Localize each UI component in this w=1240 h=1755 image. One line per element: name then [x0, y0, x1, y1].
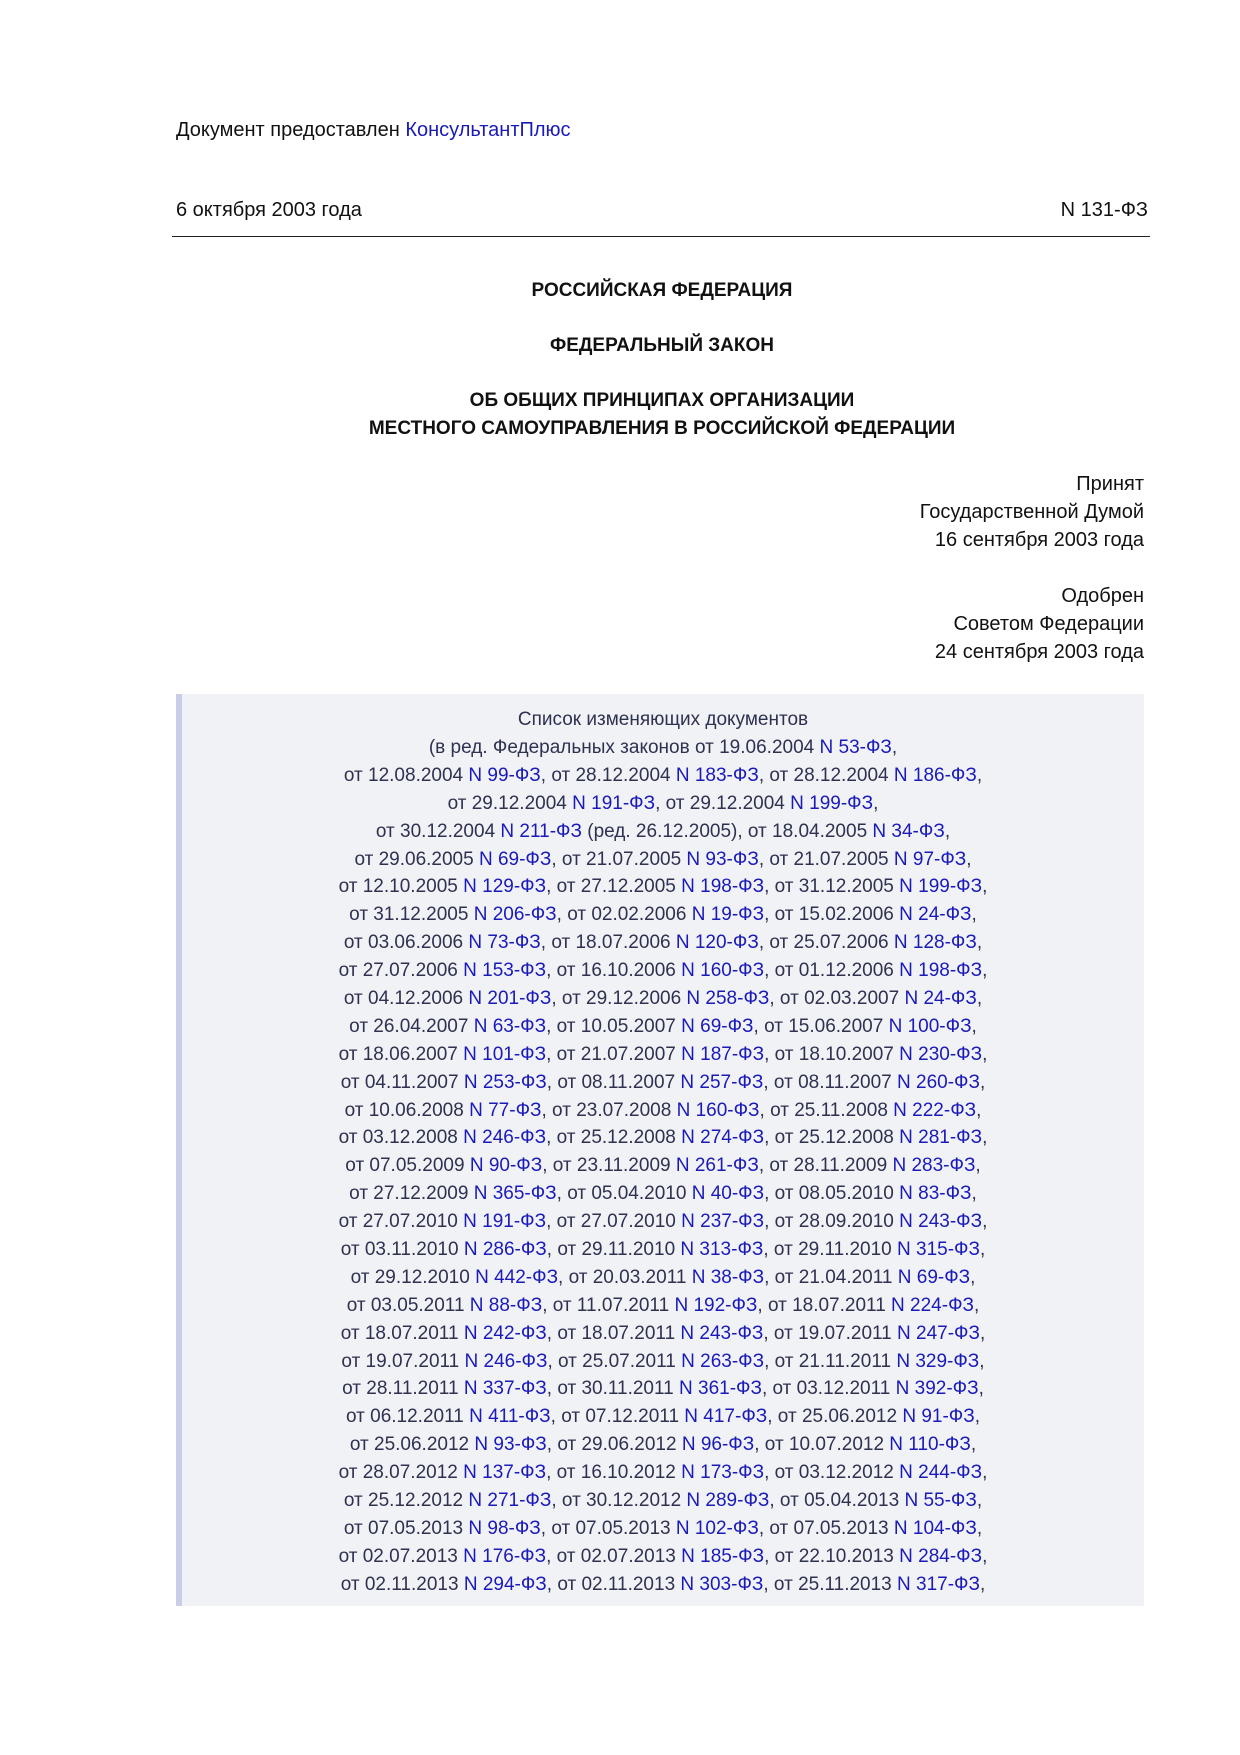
amendment-text: от 28.11.2011 [342, 1378, 464, 1400]
amendment-text: от 02.11.2013 [340, 1573, 464, 1595]
amendment-text: от 27.07.2010 [338, 1211, 464, 1233]
amendment-law-link[interactable]: N 230-ФЗ [899, 1043, 983, 1065]
amendment-text: , от 21.11.2011 [764, 1350, 897, 1372]
amendment-text: от 03.06.2006 [343, 932, 469, 954]
amendment-line [182, 929, 1144, 957]
amendment-text: , [971, 1015, 977, 1037]
amendment-text: от 29.12.2010 [350, 1266, 476, 1288]
amendment-text: , [979, 1071, 986, 1093]
adopted-line: Принят [1076, 473, 1144, 495]
amendment-law-link[interactable]: N 69-ФЗ [681, 1015, 754, 1037]
law-date: 6 октября 2003 года [176, 199, 362, 221]
amendment-line [182, 1459, 1144, 1487]
amendment-law-link[interactable]: N 83-ФЗ [899, 1183, 972, 1205]
amendment-law-link[interactable]: N 361-ФЗ [679, 1378, 762, 1400]
amendment-line [182, 1180, 1144, 1208]
amendment-law-link[interactable]: N 185-ФЗ [681, 1545, 765, 1567]
amendment-law-link[interactable]: N 34-ФЗ [872, 820, 945, 842]
consultantplus-link[interactable]: КонсультантПлюс [405, 119, 571, 141]
amendment-text: от 04.12.2006 [343, 988, 469, 1010]
amendment-law-link[interactable]: N 101-ФЗ [463, 1043, 547, 1065]
amendment-text: , от 08.11.2007 [546, 1071, 681, 1093]
amendment-text: , от 30.11.2011 [546, 1378, 680, 1400]
amendment-line [182, 762, 1144, 790]
approved-line: 24 сентября 2003 года [934, 641, 1144, 663]
amendment-law-link[interactable]: N 411-ФЗ [469, 1406, 551, 1428]
approved-block [644, 582, 1144, 666]
amendment-text: , от 28.11.2009 [758, 1155, 893, 1177]
amendment-text: , от 23.11.2009 [542, 1155, 676, 1177]
amendment-text: , [979, 1573, 986, 1595]
amendment-text: , от 28.12.2004 [758, 764, 894, 786]
amendment-law-link[interactable]: N 176-ФЗ [463, 1545, 547, 1567]
amendment-text: , [944, 820, 951, 842]
amendment-text: , от 30.12.2012 [551, 1490, 687, 1512]
amendment-line [182, 1069, 1144, 1097]
amendment-text: , от 29.11.2010 [763, 1239, 898, 1261]
amendment-law-link[interactable]: N 274-ФЗ [681, 1127, 765, 1149]
amendment-text: , от 21.07.2005 [758, 848, 894, 870]
amendment-line [182, 1152, 1144, 1180]
law-title-line-2: МЕСТНОГО САМОУПРАВЛЕНИЯ В РОССИЙСКОЙ ФЕДЕРАЦИИ [368, 418, 956, 439]
amendment-text: , от 22.10.2013 [764, 1545, 900, 1567]
amendment-law-link[interactable]: N 191-ФЗ [572, 792, 656, 814]
amendment-law-link[interactable]: N 192-ФЗ [674, 1294, 758, 1316]
amendment-text: , от 29.06.2012 [546, 1434, 682, 1456]
amendment-text: , от 25.12.2008 [546, 1127, 682, 1149]
amendment-law-link[interactable]: N 69-ФЗ [897, 1266, 971, 1288]
amendment-line [182, 1208, 1144, 1236]
amendment-text: , от 18.07.2011 [757, 1294, 892, 1316]
amendment-text: , [982, 1043, 988, 1065]
amendment-text: , от 15.02.2006 [764, 904, 900, 926]
amendment-text: , от 23.07.2008 [541, 1099, 677, 1121]
amendment-law-link[interactable]: N 91-ФЗ [902, 1406, 975, 1428]
amendment-text: , от 25.07.2011 [547, 1350, 682, 1372]
amendment-text: , от 03.12.2012 [764, 1462, 900, 1484]
amendment-line [182, 901, 1144, 929]
amendment-text: от 27.12.2009 [349, 1183, 474, 1205]
amendment-text: , [974, 1294, 980, 1316]
amendment-text: от 26.04.2007 [349, 1015, 474, 1037]
amendment-text: , от 25.06.2012 [767, 1406, 903, 1428]
amendment-text: от 03.12.2008 [338, 1127, 464, 1149]
amendment-law-link[interactable]: N 99-ФЗ [468, 764, 541, 786]
amendment-line [182, 1515, 1144, 1543]
amendment-law-link[interactable]: N 24-ФЗ [904, 988, 977, 1010]
amendment-text: , [970, 1434, 977, 1456]
amendment-law-link[interactable]: N 120-ФЗ [675, 932, 759, 954]
amendment-law-link[interactable]: N 110-ФЗ [889, 1434, 971, 1456]
amendment-text: , [970, 1266, 976, 1288]
amendment-line [182, 734, 1144, 762]
amendment-law-link[interactable]: N 257-ФЗ [680, 1071, 764, 1093]
amendment-line [182, 1487, 1144, 1515]
amendment-text: , [979, 1239, 986, 1261]
adopted-line: Государственной Думой [919, 501, 1144, 523]
amendment-law-link[interactable]: N 77-ФЗ [469, 1099, 542, 1121]
amendment-text: от 02.07.2013 [338, 1545, 464, 1567]
amendment-text: , [974, 1406, 980, 1428]
amendment-law-link[interactable]: N 96-ФЗ [681, 1434, 755, 1456]
amendment-law-link[interactable]: N 417-ФЗ [684, 1406, 768, 1428]
amendment-text: от 30.12.2004 [375, 820, 501, 842]
amendment-text: , [979, 1350, 985, 1372]
amendment-line [182, 1571, 1144, 1599]
amendment-text: от 28.07.2012 [338, 1462, 464, 1484]
amendment-text: от 29.06.2005 [354, 848, 479, 870]
amendment-text: , от 01.12.2006 [764, 960, 900, 982]
amendment-law-link[interactable]: N 317-ФЗ [897, 1573, 980, 1595]
amendment-line [182, 1124, 1144, 1152]
amendment-law-link[interactable]: N 329-ФЗ [896, 1350, 980, 1372]
amendment-law-link[interactable]: N 199-ФЗ [790, 792, 874, 814]
amendment-law-link[interactable]: N 284-ФЗ [899, 1545, 983, 1567]
amendment-law-link[interactable]: N 137-ФЗ [463, 1462, 547, 1484]
amendment-text: от 12.10.2005 [338, 876, 464, 898]
amendment-text: от 07.05.2013 [343, 1517, 469, 1539]
amendment-text: , [891, 737, 898, 758]
amendment-law-link[interactable]: N 260-ФЗ [897, 1071, 980, 1093]
amendments-box [176, 694, 1144, 1606]
amendment-law-link[interactable]: N 337-ФЗ [463, 1378, 547, 1400]
amendment-law-link[interactable]: N 247-ФЗ [897, 1322, 980, 1344]
amendment-line [182, 1375, 1144, 1403]
amendment-law-link[interactable]: N 100-ФЗ [888, 1015, 972, 1037]
amendment-law-link[interactable]: N 93-ФЗ [474, 1434, 547, 1456]
amendment-text: , от 28.12.2004 [540, 764, 676, 786]
amendment-line [182, 1543, 1144, 1571]
amendment-law-link[interactable]: N 97-ФЗ [893, 848, 967, 870]
amendment-text: , от 11.07.2011 [542, 1294, 675, 1316]
amendment-line [182, 957, 1144, 985]
amendment-text: от 19.07.2011 [341, 1350, 465, 1372]
amendment-text: от 07.05.2009 [345, 1155, 470, 1177]
amendment-text: , [982, 876, 988, 898]
amendment-law-link[interactable]: N 211-ФЗ [500, 820, 582, 842]
amendment-text: , [982, 1462, 988, 1484]
amendment-text: , [976, 1490, 983, 1512]
amendment-text: , [976, 988, 983, 1010]
amendment-text: , от 07.05.2013 [758, 1517, 894, 1539]
amendment-law-link[interactable]: N 160-ФЗ [681, 960, 765, 982]
amendment-text: , от 18.07.2006 [540, 932, 676, 954]
amendment-text: , от 07.05.2013 [540, 1517, 676, 1539]
amendment-law-link[interactable]: N 191-ФЗ [463, 1211, 547, 1233]
amendment-law-link[interactable]: N 315-ФЗ [897, 1239, 980, 1261]
amendment-line [182, 818, 1144, 846]
amendment-text: , от 27.12.2005 [546, 876, 682, 898]
header-divider [172, 236, 1150, 237]
amendment-text: , от 25.11.2013 [763, 1573, 898, 1595]
amendment-law-link[interactable]: N 222-ФЗ [893, 1099, 977, 1121]
amendment-text: , [982, 1127, 988, 1149]
law-type-heading: ФЕДЕРАЛЬНЫЙ ЗАКОН [549, 335, 775, 356]
amendment-text: от 03.05.2011 [346, 1294, 470, 1316]
amendment-text: , от 29.12.2006 [551, 988, 687, 1010]
amendment-text: , от 21.07.2005 [551, 848, 687, 870]
amendment-line [182, 1320, 1144, 1348]
amendment-text: , от 16.10.2012 [546, 1462, 682, 1484]
amendment-text: , [976, 1099, 982, 1121]
amendment-law-link[interactable]: N 183-ФЗ [675, 764, 759, 786]
amendment-line [182, 873, 1144, 901]
amendment-text: , [978, 1378, 984, 1400]
amendment-text: , от 18.07.2011 [546, 1322, 681, 1344]
amendment-text: , [982, 1545, 988, 1567]
amendment-text: , от 08.11.2007 [763, 1071, 898, 1093]
amendment-law-link[interactable]: N 253-ФЗ [463, 1071, 547, 1093]
amendment-text: от 25.06.2012 [349, 1434, 475, 1456]
amendment-line [182, 790, 1144, 818]
amendment-law-link[interactable]: N 88-ФЗ [469, 1294, 543, 1316]
amendment-text: , от 08.05.2010 [764, 1183, 900, 1205]
amendment-text: , от 19.07.2011 [763, 1322, 898, 1344]
amendment-line [182, 1264, 1144, 1292]
amendment-text: , от 02.03.2007 [769, 988, 905, 1010]
amendment-law-link[interactable]: N 261-ФЗ [675, 1155, 759, 1177]
amendment-text: , от 10.05.2007 [546, 1015, 682, 1037]
country-heading: РОССИЙСКАЯ ФЕДЕРАЦИЯ [531, 280, 793, 301]
law-number: N 131-ФЗ [1060, 199, 1148, 221]
approved-line: Советом Федерации [953, 613, 1144, 635]
amendment-law-link[interactable]: N 98-ФЗ [468, 1517, 541, 1539]
amendment-law-link[interactable]: N 243-ФЗ [899, 1211, 983, 1233]
amendment-law-link[interactable]: N 63-ФЗ [473, 1015, 547, 1037]
amendment-law-link[interactable]: N 246-ФЗ [464, 1350, 548, 1372]
amendment-law-link[interactable]: N 93-ФЗ [686, 848, 759, 870]
amendment-text: от 03.11.2010 [340, 1239, 464, 1261]
approved-line: Одобрен [1061, 585, 1144, 607]
date-number-row [176, 196, 1148, 224]
amendment-law-link[interactable]: N 69-ФЗ [478, 848, 552, 870]
amendment-law-link[interactable]: N 237-ФЗ [681, 1211, 765, 1233]
amendment-law-link[interactable]: N 246-ФЗ [463, 1127, 547, 1149]
amendment-line [182, 1041, 1144, 1069]
amendment-text: , от 05.04.2013 [769, 1490, 905, 1512]
amendment-law-link[interactable]: N 199-ФЗ [899, 876, 983, 898]
amendment-law-link[interactable]: N 303-ФЗ [680, 1573, 764, 1595]
amendment-text: от 31.12.2005 [349, 904, 474, 926]
amendment-text: , от 18.10.2007 [764, 1043, 900, 1065]
amendment-law-link[interactable]: N 198-ФЗ [899, 960, 983, 982]
amendment-text: от 10.06.2008 [344, 1099, 470, 1121]
amendment-law-link[interactable]: N 263-ФЗ [681, 1350, 765, 1372]
amendment-text: , от 03.12.2011 [761, 1378, 896, 1400]
amendment-line [182, 1431, 1144, 1459]
amendment-text: от 18.07.2011 [340, 1322, 464, 1344]
amendment-line [182, 1013, 1144, 1041]
amendment-line [182, 1348, 1144, 1376]
amendment-text: , от 02.11.2013 [546, 1573, 681, 1595]
amendment-law-link[interactable]: N 242-ФЗ [463, 1322, 547, 1344]
amendment-text: от 27.07.2006 [338, 960, 464, 982]
amendment-text: (в ред. Федеральных законов от 19.06.2004 [428, 737, 820, 758]
amendment-law-link[interactable]: N 187-ФЗ [681, 1043, 765, 1065]
amendment-text: , от 05.04.2010 [556, 1183, 692, 1205]
amendment-text: , от 25.07.2006 [758, 932, 894, 954]
amendment-text: , от 27.07.2010 [546, 1211, 682, 1233]
amendment-law-link[interactable]: N 294-ФЗ [463, 1573, 547, 1595]
amendment-text: , от 21.07.2007 [546, 1043, 682, 1065]
amendment-text: от 06.12.2011 [346, 1406, 470, 1428]
amendment-text: , [975, 1155, 981, 1177]
amendment-text: (ред. 26.12.2005), от 18.04.2005 [581, 820, 873, 842]
amendment-text: , [976, 1517, 983, 1539]
amendment-text: , [979, 1322, 986, 1344]
amendment-law-link[interactable]: N 283-ФЗ [892, 1155, 976, 1177]
amendment-law-link[interactable]: N 40-ФЗ [691, 1183, 765, 1205]
amendment-text: , от 25.12.2008 [764, 1127, 900, 1149]
amendment-law-link[interactable]: N 173-ФЗ [681, 1462, 765, 1484]
amendment-line [182, 1403, 1144, 1431]
amendment-text: , [971, 1183, 977, 1205]
amendment-law-link[interactable]: N 53-ФЗ [819, 737, 892, 758]
amendment-law-link[interactable]: N 19-ФЗ [691, 904, 765, 926]
amendment-law-link[interactable]: N 186-ФЗ [893, 764, 977, 786]
adopted-block [644, 470, 1144, 554]
amendment-text: , [982, 960, 988, 982]
amendment-text: от 29.12.2004 [447, 792, 573, 814]
amendment-text: , [976, 932, 983, 954]
amendment-text: , от 29.12.2004 [655, 792, 791, 814]
amendment-law-link[interactable]: N 392-ФЗ [895, 1378, 979, 1400]
amendment-text: , от 02.02.2006 [556, 904, 692, 926]
amendment-text: , [966, 848, 972, 870]
amendment-text: , от 15.06.2007 [753, 1015, 889, 1037]
amendment-line [182, 985, 1144, 1013]
amendment-law-link[interactable]: N 206-ФЗ [473, 904, 557, 926]
amendment-text: , от 31.12.2005 [764, 876, 900, 898]
amendment-law-link[interactable]: N 24-ФЗ [899, 904, 972, 926]
amendment-law-link[interactable]: N 224-ФЗ [891, 1294, 974, 1316]
amendment-law-link[interactable]: N 313-ФЗ [680, 1239, 764, 1261]
amendment-law-link[interactable]: N 153-ФЗ [463, 960, 547, 982]
amendment-text: , от 07.12.2011 [550, 1406, 685, 1428]
amendment-text: , [971, 904, 977, 926]
amendment-text: , [976, 764, 983, 786]
amendment-line [182, 1292, 1144, 1320]
amendment-law-link[interactable]: N 442-ФЗ [475, 1266, 559, 1288]
amendment-law-link[interactable]: N 160-ФЗ [676, 1099, 760, 1121]
amendment-law-link[interactable]: N 365-ФЗ [473, 1183, 557, 1205]
amendment-law-link[interactable]: N 243-ФЗ [680, 1322, 764, 1344]
amendment-law-link[interactable]: N 281-ФЗ [899, 1127, 983, 1149]
amendment-law-link[interactable]: N 289-ФЗ [686, 1490, 770, 1512]
amendment-text: от 04.11.2007 [340, 1071, 464, 1093]
amendment-text: от 18.06.2007 [338, 1043, 464, 1065]
amendment-text: , [982, 1211, 988, 1233]
amendment-law-link[interactable]: N 102-ФЗ [675, 1517, 759, 1539]
amendment-law-link[interactable]: N 201-ФЗ [468, 988, 552, 1010]
amendment-law-link[interactable]: N 38-ФЗ [691, 1266, 765, 1288]
amendments-list [182, 734, 1144, 1599]
amendment-text: , от 10.07.2012 [754, 1434, 890, 1456]
amendment-text: , от 21.04.2011 [764, 1266, 898, 1288]
amendments-title: Список изменяющих документов [517, 709, 809, 730]
amendment-law-link[interactable]: N 271-ФЗ [468, 1490, 552, 1512]
amendment-law-link[interactable]: N 198-ФЗ [681, 876, 765, 898]
amendment-text: , [873, 792, 879, 814]
amendment-law-link[interactable]: N 128-ФЗ [893, 932, 977, 954]
amendment-text: , от 29.11.2010 [546, 1239, 681, 1261]
amendment-text: , от 25.11.2008 [759, 1099, 894, 1121]
provided-by-text: Документ предоставлен [176, 119, 406, 141]
amendment-text: , от 16.10.2006 [546, 960, 682, 982]
amendment-law-link[interactable]: N 258-ФЗ [686, 988, 770, 1010]
amendment-law-link[interactable]: N 90-ФЗ [469, 1155, 543, 1177]
amendment-text: , от 28.09.2010 [764, 1211, 900, 1233]
provided-by-line [176, 116, 571, 144]
amendment-line [182, 1236, 1144, 1264]
amendment-text: , от 20.03.2011 [558, 1266, 692, 1288]
amendment-law-link[interactable]: N 129-ФЗ [463, 876, 547, 898]
amendment-law-link[interactable]: N 55-ФЗ [904, 1490, 977, 1512]
amendment-text: от 25.12.2012 [343, 1490, 469, 1512]
amendment-line [182, 846, 1144, 874]
amendment-law-link[interactable]: N 73-ФЗ [468, 932, 541, 954]
adopted-line: 16 сентября 2003 года [934, 529, 1144, 551]
amendment-line [182, 1097, 1144, 1125]
amendment-text: от 12.08.2004 [343, 764, 469, 786]
amendment-law-link[interactable]: N 286-ФЗ [463, 1239, 547, 1261]
amendment-text: , от 02.07.2013 [546, 1545, 682, 1567]
amendment-law-link[interactable]: N 244-ФЗ [899, 1462, 983, 1484]
amendment-law-link[interactable]: N 104-ФЗ [893, 1517, 977, 1539]
law-title-line-1: ОБ ОБЩИХ ПРИНЦИПАХ ОРГАНИЗАЦИИ [469, 390, 855, 411]
